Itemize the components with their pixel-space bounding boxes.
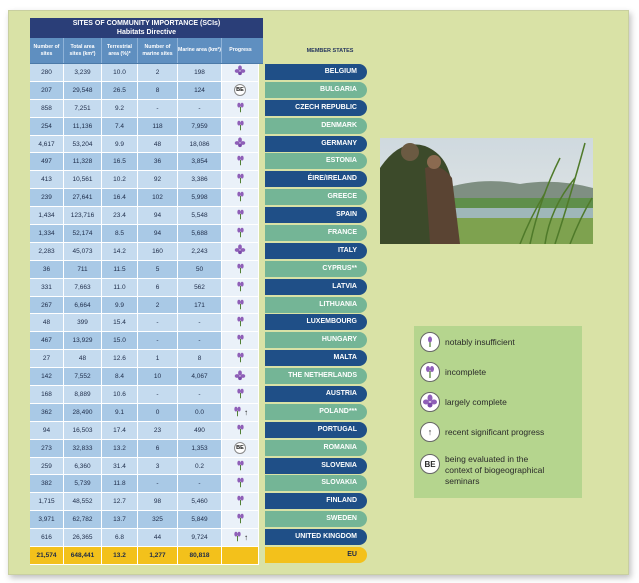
member-state-label: BULGARIA (265, 82, 367, 98)
incomplete-icon (235, 495, 246, 508)
cell-terr: 15.4 (102, 314, 138, 332)
incomplete-icon (235, 102, 246, 115)
table-row (30, 314, 263, 332)
incomplete-icon (235, 424, 246, 437)
cell-progress (222, 261, 259, 279)
incomplete-icon (420, 362, 440, 382)
cell-terr: 12.6 (102, 350, 138, 368)
table-row (30, 261, 263, 279)
table-row (30, 136, 263, 154)
cell-msites: 10 (138, 368, 178, 386)
total-row (30, 547, 263, 565)
birdwatchers-photo (380, 138, 593, 244)
cell-progress (222, 404, 259, 422)
cell-msites: 325 (138, 511, 178, 529)
cell-marea: - (178, 332, 222, 350)
incomplete-icon (235, 227, 246, 240)
table-row (30, 153, 263, 171)
cell-area: 3,239 (64, 64, 102, 82)
table-row (30, 118, 263, 136)
total-msites: 1,277 (138, 547, 178, 565)
cell-area: 29,548 (64, 82, 102, 100)
cell-terr: 11.5 (102, 261, 138, 279)
cell-progress (222, 350, 259, 368)
data-table (30, 64, 263, 565)
largely-complete-icon (234, 244, 246, 258)
cell-marea: 124 (178, 82, 222, 100)
cell-progress (222, 171, 259, 189)
cell-msites: 36 (138, 153, 178, 171)
title-line-1: SITES OF COMMUNITY IMPORTANCE (SCIs) (72, 20, 221, 27)
cell-terr: 9.9 (102, 136, 138, 154)
incomplete-icon (235, 513, 246, 526)
cell-n: 27 (30, 350, 64, 368)
member-state-label: LITHUANIA (265, 297, 367, 313)
cell-marea: 5,998 (178, 189, 222, 207)
member-state-label-eu: EU (265, 547, 367, 563)
cell-area: 16,503 (64, 422, 102, 440)
cell-progress (222, 243, 259, 261)
cell-n: 382 (30, 475, 64, 493)
cell-terr: 10.0 (102, 64, 138, 82)
member-states-column (265, 64, 367, 565)
table-row (30, 529, 263, 547)
cell-msites: 160 (138, 243, 178, 261)
member-state-label: CYPRUS** (265, 261, 367, 277)
cell-terr: 13.2 (102, 440, 138, 458)
cell-terr: 23.4 (102, 207, 138, 225)
member-state-label: POLAND*** (265, 404, 367, 420)
cell-area: 11,136 (64, 118, 102, 136)
legend-box (414, 326, 582, 498)
cell-area: 8,889 (64, 386, 102, 404)
cell-terr: 10.2 (102, 171, 138, 189)
cell-area: 52,174 (64, 225, 102, 243)
legend-being-evaluated (420, 454, 544, 487)
cell-n: 413 (30, 171, 64, 189)
incomplete-icon (235, 281, 246, 294)
table-row (30, 225, 263, 243)
cell-n: 3,971 (30, 511, 64, 529)
table-row (30, 422, 263, 440)
cell-area: 62,782 (64, 511, 102, 529)
cell-progress (222, 118, 259, 136)
cell-msites: 1 (138, 350, 178, 368)
cell-msites: 94 (138, 207, 178, 225)
cell-terr: 8.5 (102, 225, 138, 243)
cell-progress (222, 82, 259, 100)
cell-terr: 16.5 (102, 153, 138, 171)
cell-marea: 18,086 (178, 136, 222, 154)
incomplete-icon (235, 209, 246, 222)
largely-complete-icon (234, 65, 246, 79)
largely-complete-icon (420, 392, 440, 412)
cell-marea: 5,548 (178, 207, 222, 225)
member-state-label: UNITED KINGDOM (265, 529, 367, 545)
cell-terr: 11.8 (102, 475, 138, 493)
cell-terr: 13.7 (102, 511, 138, 529)
table-row (30, 297, 263, 315)
member-state-label: GREECE (265, 189, 367, 205)
cell-marea: 8 (178, 350, 222, 368)
cell-area: 7,251 (64, 100, 102, 118)
table-header (30, 38, 263, 64)
header-progress: Progress (229, 47, 252, 54)
legend-incomplete (420, 362, 486, 382)
cell-progress (222, 511, 259, 529)
table-row (30, 64, 263, 82)
cell-marea: - (178, 475, 222, 493)
table-title (30, 18, 263, 38)
cell-msites: 102 (138, 189, 178, 207)
incomplete-icon (235, 173, 246, 186)
incomplete-icon (235, 120, 246, 133)
cell-progress (222, 422, 259, 440)
incomplete-icon (235, 477, 246, 490)
cell-progress (222, 64, 259, 82)
table-row (30, 243, 263, 261)
cell-progress (222, 458, 259, 476)
cell-area: 48,552 (64, 493, 102, 511)
cell-area: 27,641 (64, 189, 102, 207)
title-line-2: Habitats Directive (116, 29, 177, 36)
cell-progress (222, 153, 259, 171)
header-total-area: Total area sites (km²) (64, 38, 102, 63)
cell-n: 331 (30, 279, 64, 297)
cell-area: 123,716 (64, 207, 102, 225)
cell-msites: 92 (138, 171, 178, 189)
cell-area: 28,490 (64, 404, 102, 422)
cell-n: 94 (30, 422, 64, 440)
header-number-of-sites: Number of sites (30, 38, 64, 63)
table-row (30, 493, 263, 511)
cell-msites: 8 (138, 82, 178, 100)
table-row (30, 189, 263, 207)
cell-marea: 3,854 (178, 153, 222, 171)
total-area: 648,441 (64, 547, 102, 565)
largely-complete-icon (234, 370, 246, 384)
legend-recent-progress (420, 422, 544, 442)
member-state-label: ESTONIA (265, 153, 367, 169)
member-state-label: CZECH REPUBLIC (265, 100, 367, 116)
cell-progress (222, 493, 259, 511)
cell-n: 254 (30, 118, 64, 136)
table-row (30, 171, 263, 189)
cell-n: 1,434 (30, 207, 64, 225)
cell-terr: 11.0 (102, 279, 138, 297)
cell-msites: 2 (138, 64, 178, 82)
cell-marea: 490 (178, 422, 222, 440)
incomplete-icon (232, 406, 243, 419)
member-state-label: ÉIRE/IRELAND (265, 171, 367, 187)
cell-area: 6,360 (64, 458, 102, 476)
up-arrow-icon: ↑ (244, 407, 248, 417)
cell-progress (222, 314, 259, 332)
cell-msites: 6 (138, 279, 178, 297)
cell-n: 2,283 (30, 243, 64, 261)
cell-area: 10,561 (64, 171, 102, 189)
cell-msites: 3 (138, 458, 178, 476)
incomplete-icon (235, 191, 246, 204)
cell-msites: - (138, 100, 178, 118)
cell-n: 362 (30, 404, 64, 422)
cell-area: 7,552 (64, 368, 102, 386)
cell-msites: - (138, 475, 178, 493)
cell-progress (222, 207, 259, 225)
cell-n: 259 (30, 458, 64, 476)
cell-marea: - (178, 314, 222, 332)
member-state-label: MALTA (265, 350, 367, 366)
cell-terr: 31.4 (102, 458, 138, 476)
legend-label: incomplete (445, 366, 487, 377)
be-icon: BE (420, 454, 440, 474)
member-state-label: ITALY (265, 243, 367, 259)
cell-marea: 5,460 (178, 493, 222, 511)
be-icon: BE (234, 84, 246, 96)
legend-label: being evaluated in the context of biogeographical seminars (445, 454, 545, 486)
legend-label: recent significant progress (445, 426, 545, 437)
cell-progress (222, 189, 259, 207)
cell-msites: 94 (138, 225, 178, 243)
cell-marea: 3,386 (178, 171, 222, 189)
member-state-label: FINLAND (265, 493, 367, 509)
incomplete-icon (235, 334, 246, 347)
member-state-label: AUSTRIA (265, 386, 367, 402)
table-row (30, 279, 263, 297)
cell-marea: 171 (178, 297, 222, 315)
cell-marea: 7,959 (178, 118, 222, 136)
cell-n: 239 (30, 189, 64, 207)
cell-n: 497 (30, 153, 64, 171)
incomplete-icon (235, 155, 246, 168)
cell-n: 280 (30, 64, 64, 82)
cell-progress (222, 368, 259, 386)
cell-n: 48 (30, 314, 64, 332)
member-state-label: SLOVAKIA (265, 475, 367, 491)
cell-progress (222, 279, 259, 297)
cell-marea: - (178, 386, 222, 404)
cell-terr: 12.7 (102, 493, 138, 511)
cell-area: 45,073 (64, 243, 102, 261)
cell-terr: 7.4 (102, 118, 138, 136)
incomplete-icon (235, 388, 246, 401)
cell-terr: 15.0 (102, 332, 138, 350)
legend-largely-complete (420, 392, 507, 412)
table-row (30, 350, 263, 368)
member-state-label: LATVIA (265, 279, 367, 295)
member-state-label: THE NETHERLANDS (265, 368, 367, 384)
cell-n: 168 (30, 386, 64, 404)
cell-msites: 5 (138, 261, 178, 279)
cell-progress (222, 529, 259, 547)
cell-area: 399 (64, 314, 102, 332)
notably-insufficient-icon (420, 332, 440, 352)
cell-msites: - (138, 314, 178, 332)
member-state-label: PORTUGAL (265, 422, 367, 438)
member-state-label: ROMANIA (265, 440, 367, 456)
header-marine-sites: Number of marine sites (138, 38, 178, 63)
total-marea: 80,818 (178, 547, 222, 565)
table-row (30, 368, 263, 386)
cell-area: 11,328 (64, 153, 102, 171)
total-n: 21,574 (30, 547, 64, 565)
incomplete-icon (235, 352, 246, 365)
cell-progress (222, 332, 259, 350)
member-state-label: GERMANY (265, 136, 367, 152)
cell-area: 13,929 (64, 332, 102, 350)
cell-n: 273 (30, 440, 64, 458)
cell-area: 7,663 (64, 279, 102, 297)
cell-msites: 23 (138, 422, 178, 440)
cell-msites: - (138, 332, 178, 350)
cell-marea: 0.2 (178, 458, 222, 476)
cell-area: 32,833 (64, 440, 102, 458)
cell-terr: 9.2 (102, 100, 138, 118)
cell-msites: 44 (138, 529, 178, 547)
cell-progress (222, 100, 259, 118)
cell-n: 36 (30, 261, 64, 279)
table-row (30, 440, 263, 458)
cell-marea: 1,353 (178, 440, 222, 458)
cell-marea: 4,067 (178, 368, 222, 386)
cell-n: 142 (30, 368, 64, 386)
cell-marea: 0.0 (178, 404, 222, 422)
up-arrow-icon: ↑ (420, 422, 440, 442)
cell-n: 267 (30, 297, 64, 315)
cell-msites: 0 (138, 404, 178, 422)
cell-msites: 98 (138, 493, 178, 511)
cell-progress (222, 386, 259, 404)
cell-marea: 50 (178, 261, 222, 279)
cell-marea: 5,688 (178, 225, 222, 243)
up-arrow-icon: ↑ (244, 533, 248, 543)
cell-n: 616 (30, 529, 64, 547)
largely-complete-icon (234, 137, 246, 151)
be-icon: BE (234, 442, 246, 454)
cell-n: 207 (30, 82, 64, 100)
incomplete-icon (235, 316, 246, 329)
cell-marea: 2,243 (178, 243, 222, 261)
member-states-header: MEMBER STATES (306, 48, 354, 54)
cell-progress (222, 225, 259, 243)
cell-area: 53,204 (64, 136, 102, 154)
header-terrestrial-area: Terrestrial area (%)* (102, 38, 138, 63)
cell-terr: 14.2 (102, 243, 138, 261)
incomplete-icon (232, 531, 243, 544)
member-state-label: HUNGARY (265, 332, 367, 348)
cell-terr: 17.4 (102, 422, 138, 440)
cell-n: 858 (30, 100, 64, 118)
cell-terr: 8.4 (102, 368, 138, 386)
cell-msites: 6 (138, 440, 178, 458)
cell-n: 1,334 (30, 225, 64, 243)
header-marine-area: Marine area (km²) (178, 38, 222, 63)
member-state-label: SWEDEN (265, 511, 367, 527)
cell-msites: 2 (138, 297, 178, 315)
table-row (30, 475, 263, 493)
cell-n: 4,617 (30, 136, 64, 154)
cell-progress (222, 475, 259, 493)
table-row (30, 458, 263, 476)
cell-terr: 9.9 (102, 297, 138, 315)
cell-msites: 48 (138, 136, 178, 154)
cell-progress (222, 440, 259, 458)
cell-marea: 562 (178, 279, 222, 297)
cell-terr: 16.4 (102, 189, 138, 207)
cell-msites: - (138, 386, 178, 404)
cell-n: 1,715 (30, 493, 64, 511)
member-state-label: SLOVENIA (265, 458, 367, 474)
cell-area: 48 (64, 350, 102, 368)
incomplete-icon (235, 299, 246, 312)
total-terr: 13.2 (102, 547, 138, 565)
cell-area: 6,664 (64, 297, 102, 315)
table-row (30, 511, 263, 529)
cell-marea: 5,849 (178, 511, 222, 529)
table-row (30, 332, 263, 350)
member-state-label: LUXEMBOURG (265, 314, 367, 330)
cell-area: 711 (64, 261, 102, 279)
member-state-label: FRANCE (265, 225, 367, 241)
table-row (30, 82, 263, 100)
cell-progress (222, 297, 259, 315)
legend-label: notably insufficient (445, 336, 515, 347)
table-row (30, 386, 263, 404)
total-progress (222, 547, 259, 565)
incomplete-icon (235, 460, 246, 473)
legend-label: largely complete (445, 396, 507, 407)
legend-notably-insufficient (420, 332, 515, 352)
cell-marea: 198 (178, 64, 222, 82)
cell-marea: 9,724 (178, 529, 222, 547)
table-row (30, 207, 263, 225)
member-state-label: BELGIUM (265, 64, 367, 80)
cell-terr: 10.6 (102, 386, 138, 404)
member-state-label: SPAIN (265, 207, 367, 223)
cell-terr: 26.5 (102, 82, 138, 100)
member-state-label: DENMARK (265, 118, 367, 134)
cell-progress (222, 136, 259, 154)
cell-msites: 118 (138, 118, 178, 136)
incomplete-icon (235, 263, 246, 276)
cell-n: 467 (30, 332, 64, 350)
cell-area: 5,739 (64, 475, 102, 493)
cell-terr: 6.8 (102, 529, 138, 547)
table-row (30, 404, 263, 422)
cell-area: 26,365 (64, 529, 102, 547)
table-row (30, 100, 263, 118)
cell-terr: 9.1 (102, 404, 138, 422)
cell-marea: - (178, 100, 222, 118)
